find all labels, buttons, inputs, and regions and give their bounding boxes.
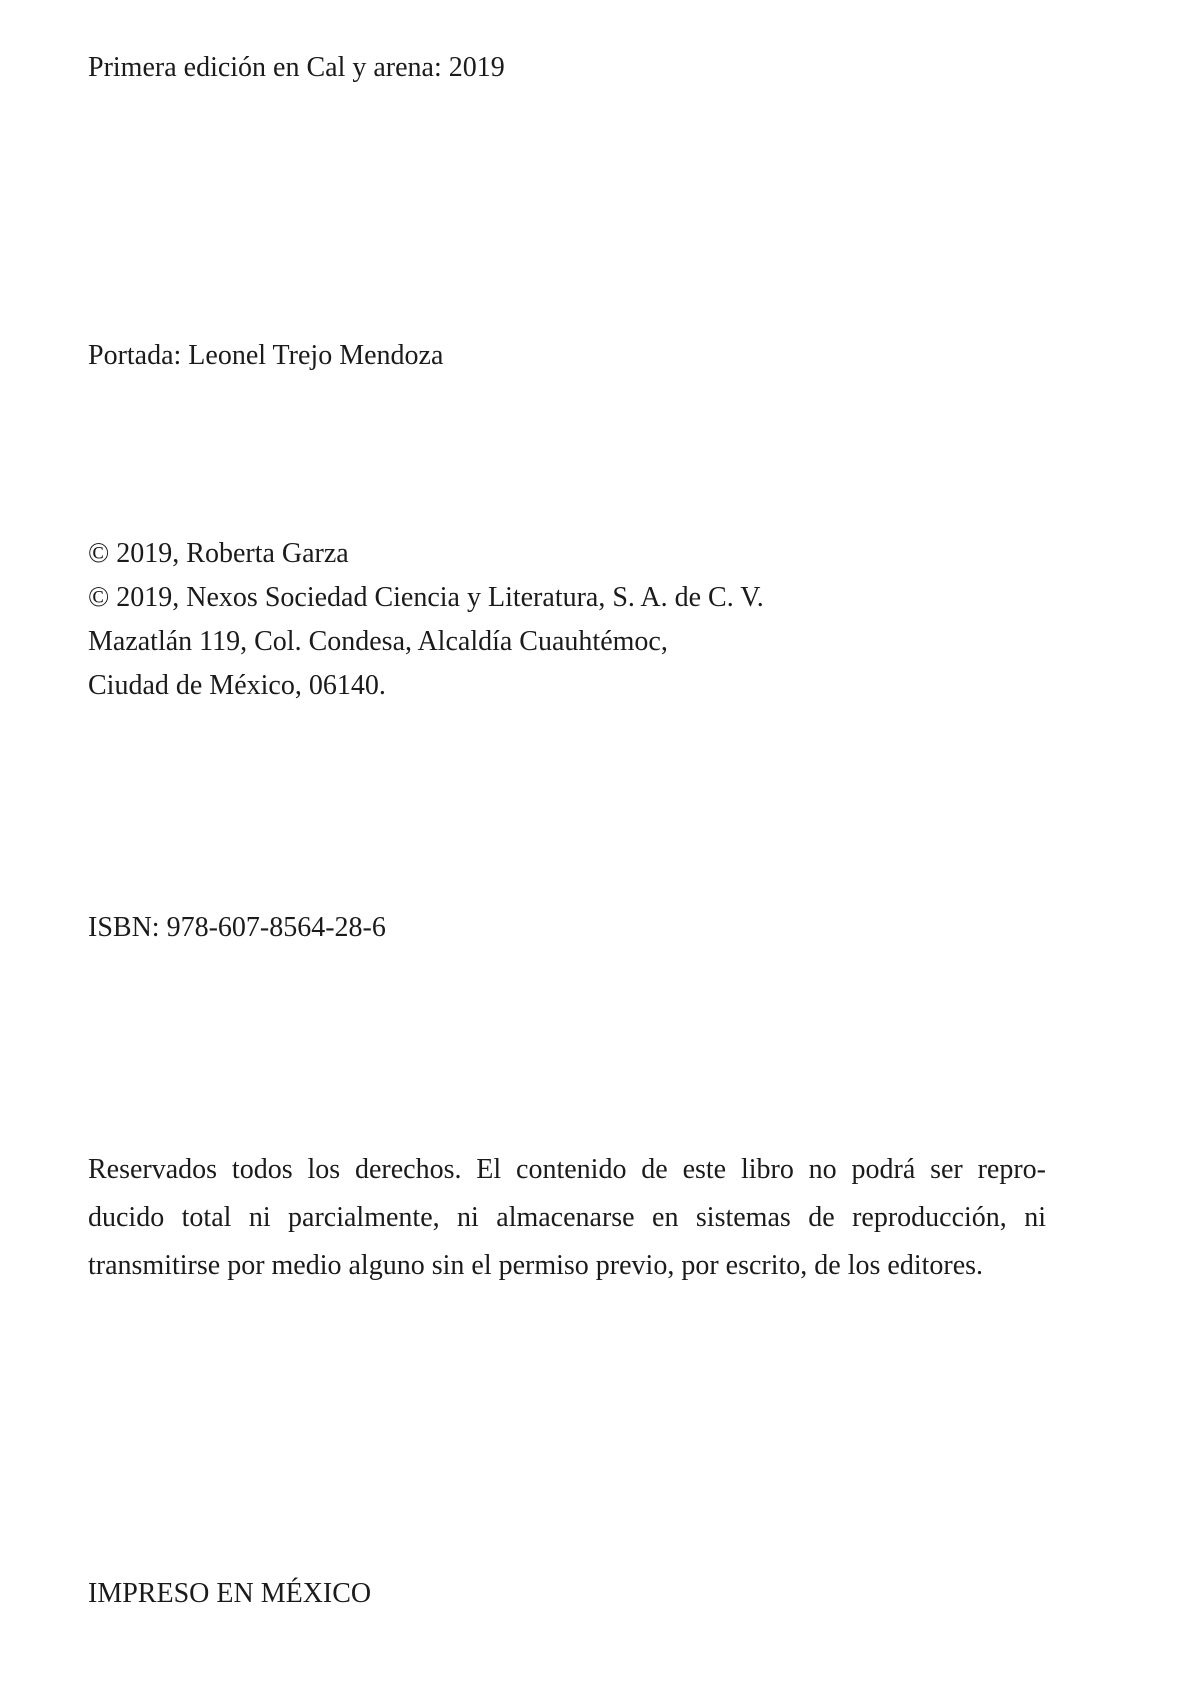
cover-credit: Portada: Leonel Trejo Mendoza <box>88 340 444 371</box>
rights-notice-line: Reservados todos los derechos. El contenido de este libro no podrá ser repro- <box>88 1154 1046 1185</box>
isbn: ISBN: 978-607-8564-28-6 <box>88 912 386 943</box>
copyright-line-author: © 2019, Roberta Garza <box>88 538 349 569</box>
first-edition-note: Primera edición en Cal y arena: 2019 <box>88 52 505 83</box>
rights-notice-line: ducido total ni parcialmente, ni almacenarse en sistemas de reproducción, ni <box>88 1202 1046 1233</box>
copyright-line-publisher: © 2019, Nexos Sociedad Ciencia y Literatura, S. A. de C. V. <box>88 582 764 613</box>
copyright-block <box>88 532 764 708</box>
printed-in-notice: IMPRESO EN MÉXICO <box>88 1578 372 1609</box>
rights-notice <box>88 1146 1046 1290</box>
rights-notice-line: transmitirse por medio alguno sin el permiso previo, por escrito, de los editores. <box>88 1250 984 1281</box>
publisher-address-line: Mazatlán 119, Col. Condesa, Alcaldía Cuauhtémoc, <box>88 626 668 657</box>
publisher-city-line: Ciudad de México, 06140. <box>88 670 386 701</box>
